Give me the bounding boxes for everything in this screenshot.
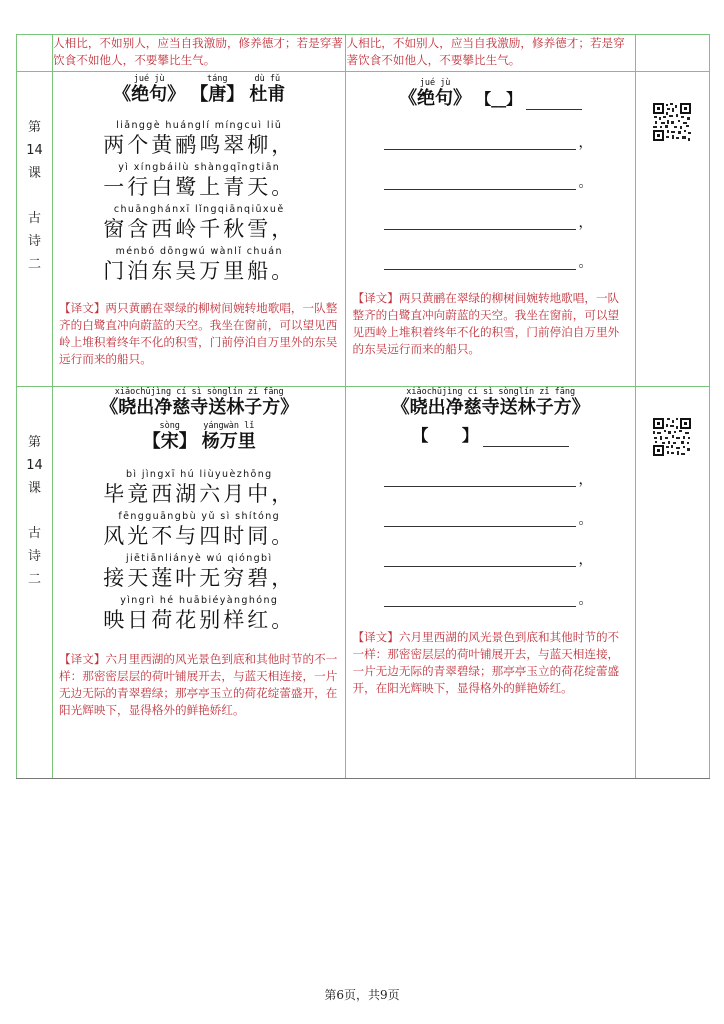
exercise-cell — [346, 387, 635, 779]
poem-title: 《绝句》 — [113, 84, 186, 105]
poem-line: 风光不与四时同。 — [103, 524, 296, 548]
dynasty-pinyin: sòng — [159, 421, 180, 431]
dynasty-pinyin: táng — [207, 74, 228, 84]
fill-line-4[interactable]: 。 — [384, 567, 634, 607]
fill-line-2[interactable]: 。 — [384, 487, 634, 527]
fill-line-3[interactable]: ， — [384, 190, 634, 230]
poem-cell — [53, 72, 346, 387]
category-label-char: 诗 — [28, 549, 42, 564]
fill-line-2[interactable]: 。 — [384, 150, 634, 190]
poem-author: 杨万里 — [201, 431, 256, 452]
title-pinyin: jué jù — [133, 74, 165, 84]
lesson-number: 14 — [26, 143, 43, 158]
poem-author-block — [57, 421, 341, 453]
qr-code-icon[interactable] — [652, 102, 692, 142]
poem-line: 映日荷花别样红。 — [103, 608, 296, 632]
carryover-row — [17, 35, 710, 72]
poem-line: 窗含西岭千秋雪， — [103, 217, 296, 241]
title-pinyin: xiǎochūjìng cí sì sònglín zǐ fāng — [406, 387, 576, 397]
fill-line-3[interactable]: ， — [384, 527, 634, 567]
category-label-char: 诗 — [28, 234, 42, 249]
lesson-row — [17, 387, 710, 779]
poem-dynasty: 【宋】 — [142, 431, 197, 452]
poem-line: 接天莲叶无穷碧， — [103, 566, 296, 590]
page-indicator: 第6页，共9页 — [324, 988, 400, 1002]
carryover-right-cell — [346, 35, 635, 72]
lesson-row — [17, 72, 710, 387]
exercise-cell — [346, 72, 635, 387]
category-label-char: 二 — [28, 572, 42, 587]
lesson-label-char: 第 — [28, 435, 42, 450]
carryover-qr-cell — [635, 35, 709, 72]
exercise-translation: 【译文】六月里西湖的风光景色到底和其他时节的不一样：那密密层层的荷叶铺展开去，与蓝天相连接，一片无边无际的青翠碧绿；那亭亭玉立的荷花绽蕾盛开，在阳光辉映下，显得格外的鲜艳娇红。 — [352, 630, 620, 695]
lesson-label-char: 课 — [28, 166, 42, 181]
dynasty-blank[interactable]: 【__】 — [476, 90, 522, 108]
qr-cell — [635, 387, 709, 779]
author-blank[interactable] — [526, 91, 582, 110]
line-pinyin: jiētiānliányè wú qióngbì — [125, 553, 273, 564]
lesson-label-cell — [17, 387, 53, 779]
line-pinyin: yìngrì hé huābiéyànghóng — [120, 595, 279, 606]
lesson-label-cell — [17, 72, 53, 387]
line-pinyin: liǎnggè huánglí míngcuì liǔ — [116, 120, 283, 131]
poem-title: 《晓出净慈寺送林子方》 — [100, 397, 299, 418]
author-blank[interactable] — [483, 428, 569, 447]
fill-line-1[interactable]: ， — [384, 110, 634, 150]
carryover-right-text: 人相比，不如别人，应当自我激励，修养德才；若是穿著饮食不如他人，不要攀比生气。 — [346, 36, 625, 67]
exercise-translation: 【译文】两只黄鹂在翠绿的柳树间婉转地歌唱，一队整齐的白鹭直冲向蔚蓝的天空。我坐在窗前，可以望见西岭上堆积着终年不化的积雪，门前停泊自万里外的东吴远行而来的船只。 — [352, 291, 620, 356]
poem-line: 两个黄鹂鸣翠柳， — [103, 133, 296, 157]
dynasty-blank[interactable]: 【 】 — [412, 426, 478, 445]
poem-translation: 【译文】两只黄鹂在翠绿的柳树间婉转地歌唱，一队整齐的白鹭直冲向蔚蓝的天空。我坐在窗前，可以望见西岭上堆积着终年不化的积雪，门前停泊自万里外的东吴远行而来的船只。 — [59, 301, 338, 366]
category-label-char: 古 — [28, 211, 42, 226]
qr-cell — [635, 72, 709, 387]
poem-line: 毕竟西湖六月中， — [103, 482, 296, 506]
title-pinyin: xiǎochūjìng cí sì sònglín zǐ fāng — [114, 387, 284, 397]
fill-line-4[interactable]: 。 — [384, 230, 634, 270]
carryover-left-text: 人相比，不如别人，应当自我激励，修养德才；若是穿著饮食不如他人，不要攀比生气。 — [53, 36, 343, 67]
author-pinyin: dù fǔ — [254, 74, 281, 84]
title-pinyin: jué jù — [419, 78, 451, 88]
line-pinyin: fēngguāngbù yǔ sì shítóng — [118, 511, 281, 522]
qr-code-icon[interactable] — [652, 417, 692, 457]
poem-author: 杜甫 — [249, 84, 286, 105]
line-pinyin: bì jìngxī hú liùyuèzhōng — [125, 469, 273, 480]
carryover-lesson-cell — [17, 35, 53, 72]
lesson-label-char: 课 — [28, 481, 42, 496]
line-pinyin: ménbó dōngwú wànlǐ chuán — [115, 246, 283, 257]
carryover-left-cell — [53, 35, 346, 72]
lesson-label-char: 第 — [28, 120, 42, 135]
lesson-number: 14 — [26, 458, 43, 473]
line-pinyin: yì xíngbáilù shàngqīngtiān — [118, 162, 281, 173]
poem-translation: 【译文】六月里西湖的风光景色到底和其他时节的不一样：那密密层层的荷叶铺展开去，与蓝天相连接，一片无边无际的青翠碧绿；那亭亭玉立的荷花绽蕾盛开，在阳光辉映下，显得格外的鲜艳娇红。 — [59, 652, 338, 717]
line-pinyin: chuānghánxī lǐngqiānqiūxuě — [113, 204, 285, 215]
category-label-char: 二 — [28, 257, 42, 272]
poem-title-block — [57, 74, 341, 106]
poem-title-block — [57, 387, 341, 419]
exercise-title: 《绝句》 — [399, 88, 472, 109]
category-label-char: 古 — [28, 526, 42, 541]
poem-cell — [53, 387, 346, 779]
author-pinyin: yángwàn lǐ — [203, 421, 255, 431]
poem-line: 一行白鹭上青天。 — [103, 175, 296, 199]
poem-dynasty: 【唐】 — [190, 84, 245, 105]
fill-line-1[interactable]: ， — [384, 447, 634, 487]
exercise-title: 《晓出净慈寺送林子方》 — [391, 397, 590, 418]
worksheet-table — [16, 34, 710, 779]
poem-line: 门泊东吴万里船。 — [103, 259, 296, 283]
